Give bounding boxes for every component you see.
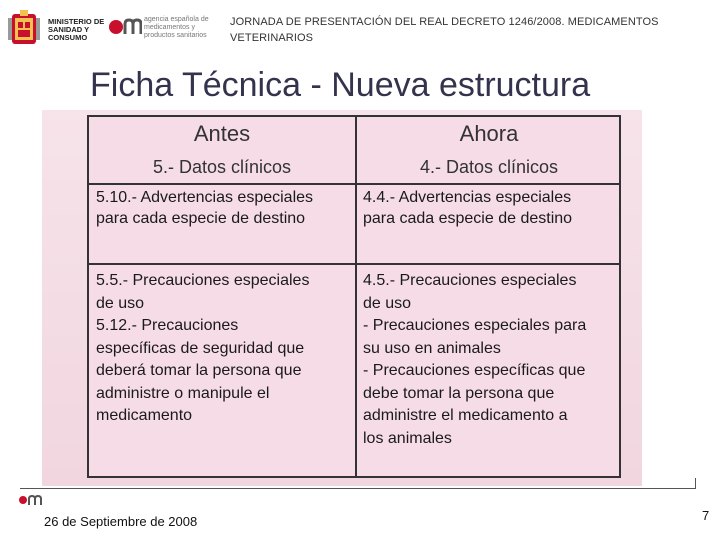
cell-line: medicamento	[96, 407, 193, 424]
column-header-ahora: Ahora	[459, 121, 519, 146]
slide-title: Ficha Técnica - Nueva estructura	[90, 66, 591, 104]
event-header	[230, 14, 710, 46]
row-divider	[89, 183, 619, 185]
cell-line: específicas de seguridad que	[96, 339, 305, 357]
section-label-ahora: 4.- Datos clínicos	[419, 157, 559, 177]
event-header-line1: JORNADA DE PRESENTACIÓN DEL REAL DECRETO 1246/2008. MEDICAMENTOS	[230, 16, 659, 28]
cell-line: los animales	[363, 429, 452, 447]
cell-line: para cada especie de destino	[363, 210, 573, 227]
cell-line: de uso	[96, 294, 145, 312]
event-header-line2: VETERINARIOS	[230, 32, 314, 44]
table-cell-ahora-advertencias	[363, 187, 619, 229]
coat-of-arms-icon	[6, 8, 42, 50]
agency-text: agencia española de medicamentos y productos sanitarios	[144, 16, 209, 39]
cell-line: - Precauciones específicas que	[363, 362, 586, 379]
ministry-logo	[6, 8, 105, 50]
cell-line: su uso en animales	[363, 339, 501, 357]
cell-line: para cada especie de destino	[96, 210, 306, 227]
ministry-text: MINISTERIO DE SANIDAD Y CONSUMO	[48, 17, 105, 42]
footer-agency-icon	[18, 492, 46, 506]
section-label-antes: 5.- Datos clínicos	[152, 157, 292, 177]
footer-divider-tick	[695, 478, 696, 489]
table-cell-ahora-precauciones	[363, 270, 619, 450]
cell-line: 5.5.- Precauciones especiales	[96, 272, 310, 289]
cell-line: 5.10.- Advertencias especiales	[96, 189, 314, 206]
cell-line: deberá tomar la persona que	[96, 362, 302, 379]
footer-date: 26 de Septiembre de 2008	[44, 514, 198, 529]
page-number: 7	[702, 508, 710, 523]
table-cell-antes-advertencias	[96, 187, 352, 229]
cell-line: - Precauciones especiales para	[363, 317, 587, 334]
row-divider	[89, 263, 619, 265]
footer-divider	[20, 488, 696, 489]
cell-line: administre o manipule el	[96, 384, 270, 402]
cell-line: 4.5.- Precauciones especiales	[363, 272, 577, 289]
table-cell-antes-precauciones	[96, 270, 352, 428]
comparison-table	[87, 115, 621, 478]
cell-line: 4.4.- Advertencias especiales	[363, 189, 572, 206]
cell-line: de uso	[363, 294, 412, 312]
cell-line: administre el medicamento a	[363, 407, 568, 424]
agency-mark-icon	[108, 16, 142, 38]
agency-logo	[108, 12, 208, 44]
cell-line: 5.12.- Precauciones	[96, 317, 239, 334]
cell-line: debe tomar la persona que	[363, 384, 555, 402]
column-header-antes: Antes	[193, 121, 251, 146]
